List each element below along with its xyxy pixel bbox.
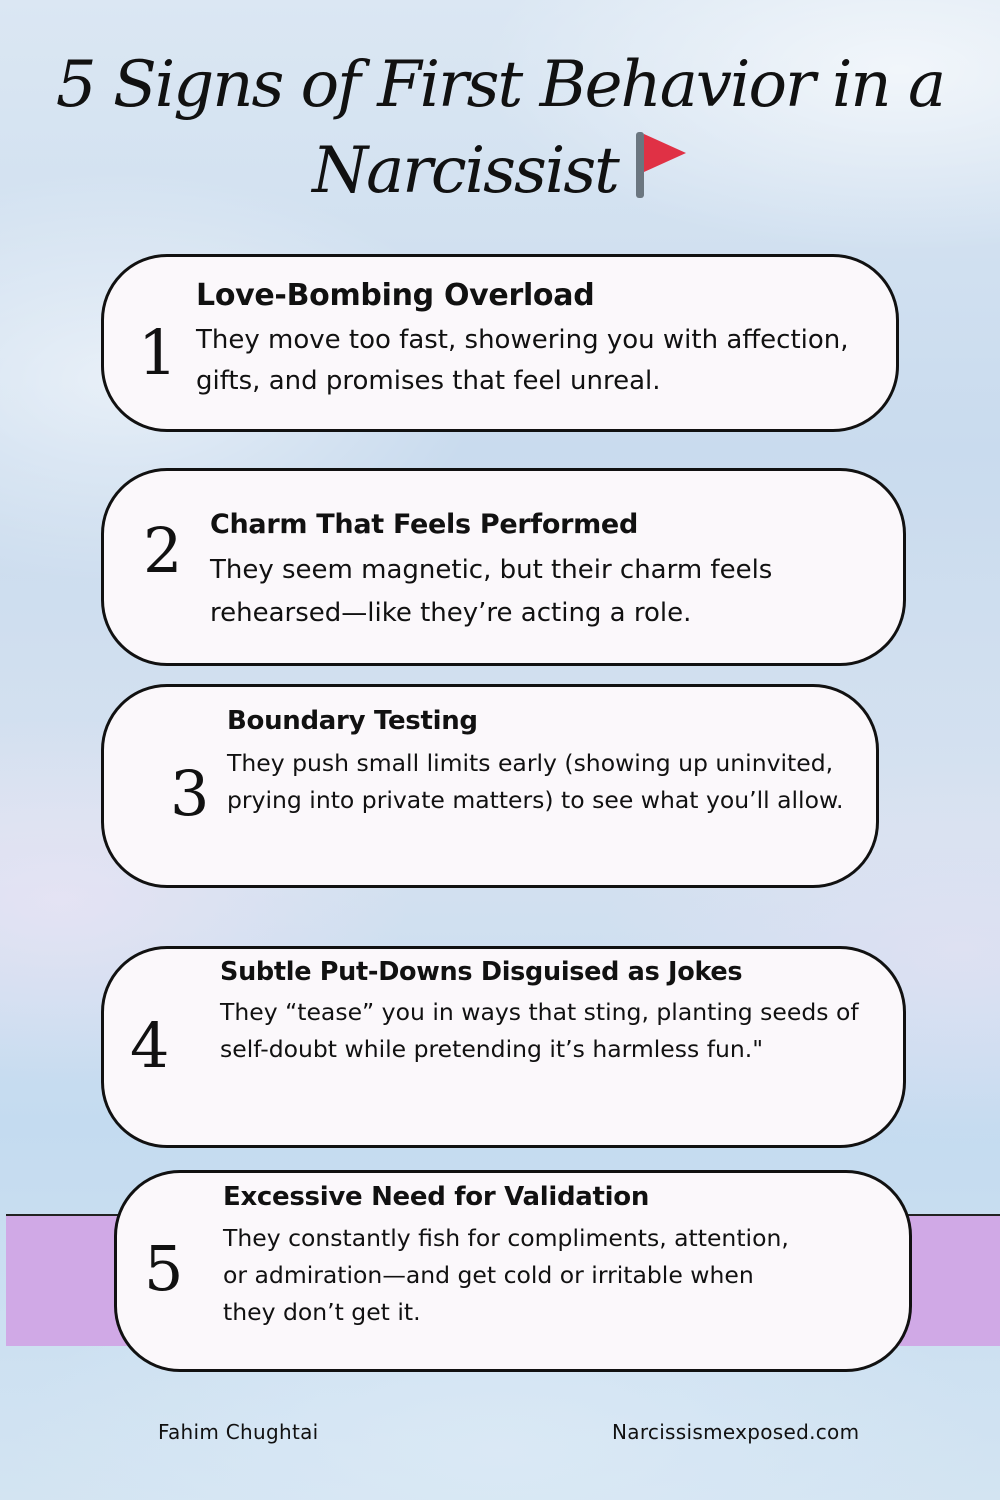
sign-text-3: They push small limits early (showing up uninvited, prying into private matters) to see what you’ll allow. (227, 749, 844, 814)
sign-number-4: 4 (130, 1009, 170, 1082)
sign-heading-3: Boundary Testing (227, 706, 478, 736)
title-line-2 (0, 128, 1000, 214)
title-line-2-text: Narcissist (312, 134, 618, 208)
sign-number-3: 3 (170, 757, 210, 830)
footer-author: Fahim Chughtai (158, 1420, 319, 1444)
sign-number-2: 2 (143, 514, 183, 587)
sign-text-4: They “tease” you in ways that sting, planting seeds of self-doubt while pretending it’s harmless fun." (220, 998, 859, 1063)
sign-heading-2: Charm That Feels Performed (210, 509, 638, 540)
sign-text-2: They seem magnetic, but their charm feels rehearsed—like they’re acting a role. (210, 555, 773, 628)
red-flag-icon (632, 128, 688, 200)
sign-number-5: 5 (144, 1232, 184, 1305)
sign-number-1: 1 (138, 316, 178, 389)
page-title (0, 42, 1000, 214)
footer-website: Narcissismexposed.com (612, 1420, 860, 1444)
sign-text-5: They constantly fish for compliments, attention, or admiration—and get cold or irritable when they don’t get it. (223, 1224, 789, 1326)
sign-text-1: They move too fast, showering you with affection, gifts, and promises that feel unreal. (196, 325, 849, 396)
title-line-1: 5 Signs of First Behavior in a (55, 48, 945, 122)
sign-heading-5: Excessive Need for Validation (223, 1182, 650, 1212)
sign-heading-4: Subtle Put-Downs Disguised as Jokes (220, 957, 743, 987)
sign-heading-1: Love-Bombing Overload (196, 278, 595, 313)
